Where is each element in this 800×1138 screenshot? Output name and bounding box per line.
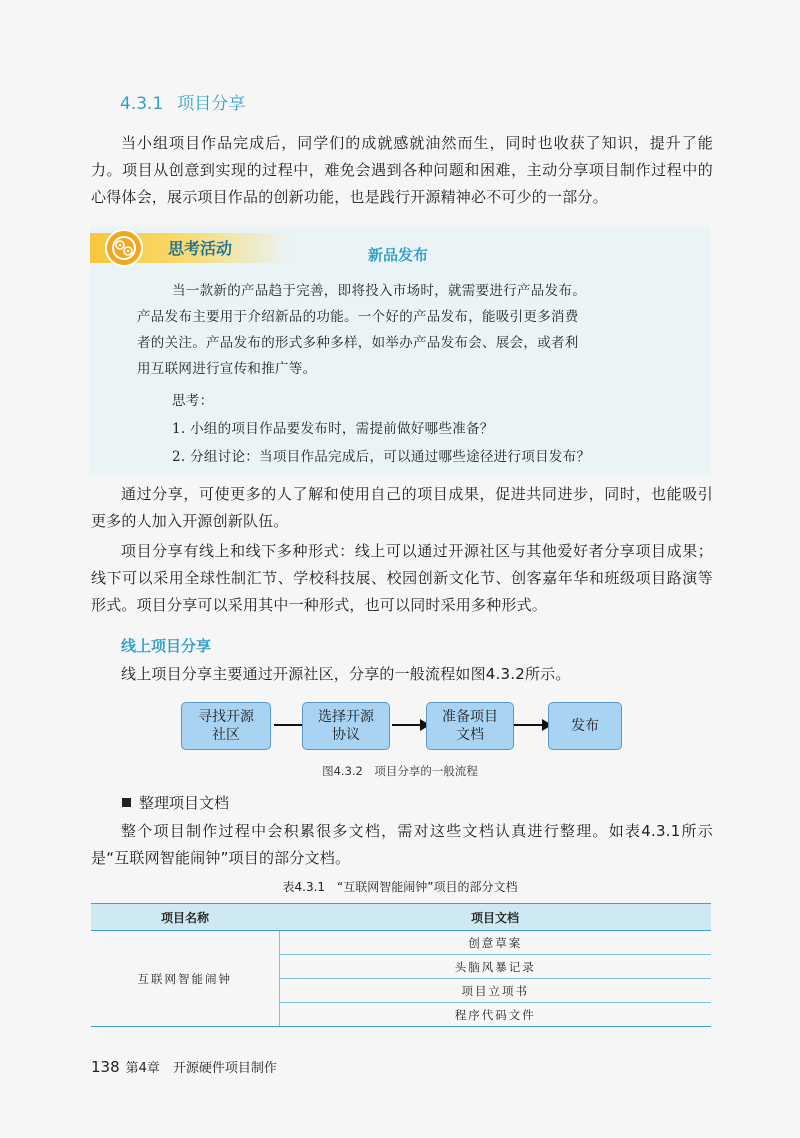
paragraph-forms: 项目分享有线上和线下多种形式：线上可以通过开源社区与其他爱好者分享项目成果；线下可以采用全球性制汇节、学校科技展、校园创新文化节、创客嘉年华和班级项目路演等形式。项目分享可以采用其中一种形式，也可以同时采用多种形式。 <box>91 542 713 614</box>
question-1: 1. 小组的项目作品要发布时，需提前做好哪些准备？ <box>172 421 494 437</box>
figure-caption: 图4.3.2 项目分享的一般流程 <box>322 764 478 778</box>
activity-line-3: 者的关注。产品发布的形式多种多样，如举办产品发布会、展会，或者利 <box>137 335 579 351</box>
gear-icon <box>105 229 143 267</box>
table-header-docs: 项目文档 <box>279 904 711 931</box>
page-footer <box>91 1057 277 1076</box>
flow-step-choose-license: 选择开源 协议 <box>302 702 390 750</box>
table-cell-doc: 创意草案 <box>279 931 711 955</box>
page-number: 138 <box>91 1058 120 1076</box>
question-2: 2. 分组讨论：当项目作品完成后，可以通过哪些途径进行项目发布？ <box>172 449 591 465</box>
flow-step-find-community: 寻找开源 社区 <box>181 702 271 750</box>
activity-line-1: 当一款新的产品趋于完善，即将投入市场时，就需要进行产品发布。 <box>172 283 586 299</box>
paragraph-sharing: 通过分享，可使更多的人了解和使用自己的项目成果，促进共同进步，同时，也能吸引更多的人加入开源创新队伍。 <box>91 485 713 530</box>
square-bullet-icon <box>122 798 131 807</box>
section-heading <box>120 89 245 114</box>
table-caption: 表4.3.1 “互联网智能闹钟”项目的部分文档 <box>282 880 518 894</box>
table-cell-project: 互联网智能闹钟 <box>91 931 279 1027</box>
table-cell-doc: 项目立项书 <box>279 979 711 1003</box>
flow-step-prepare-docs: 准备项目 文档 <box>426 702 514 750</box>
section-title: 项目分享 <box>177 94 246 114</box>
activity-line-4: 用互联网进行宣传和推广等。 <box>137 361 317 377</box>
docs-heading: 整理项目文档 <box>122 792 229 813</box>
activity-title: 新品发布 <box>368 246 429 264</box>
think-label: 思考： <box>172 393 214 409</box>
docs-table <box>91 903 711 1027</box>
table-row <box>91 931 711 955</box>
chapter-title: 第4章 开源硬件项目制作 <box>125 1061 277 1076</box>
intro-paragraph: 当小组项目作品完成后，同学们的成就感就油然而生，同时也收获了知识，提升了能力。项目从创意到实现的过程中，难免会遇到各种问题和困难，主动分享项目制作过程中的心得体会，展示项目作品的创新功能，也是践行开源精神必不可少的一部分。 <box>91 134 713 206</box>
table-cell-doc: 程序代码文件 <box>279 1003 711 1027</box>
table-header-name: 项目名称 <box>91 904 279 931</box>
online-sharing-text: 线上项目分享主要通过开源社区，分享的一般流程如图4.3.2所示。 <box>121 665 571 683</box>
table-cell-doc: 头脑风暴记录 <box>279 955 711 979</box>
docs-text: 整个项目制作过程中会积累很多文档，需对这些文档认真进行整理。如表4.3.1所示是“互联网智能闹钟”项目的部分文档。 <box>91 822 713 867</box>
online-sharing-heading: 线上项目分享 <box>121 637 212 655</box>
flow-step-publish: 发布 <box>548 702 622 750</box>
activity-line-2: 产品发布主要用于介绍新品的功能。一个好的产品发布，能吸引更多消费 <box>137 309 579 325</box>
section-number: 4.3.1 <box>120 94 164 114</box>
activity-label: 思考活动 <box>168 239 233 258</box>
